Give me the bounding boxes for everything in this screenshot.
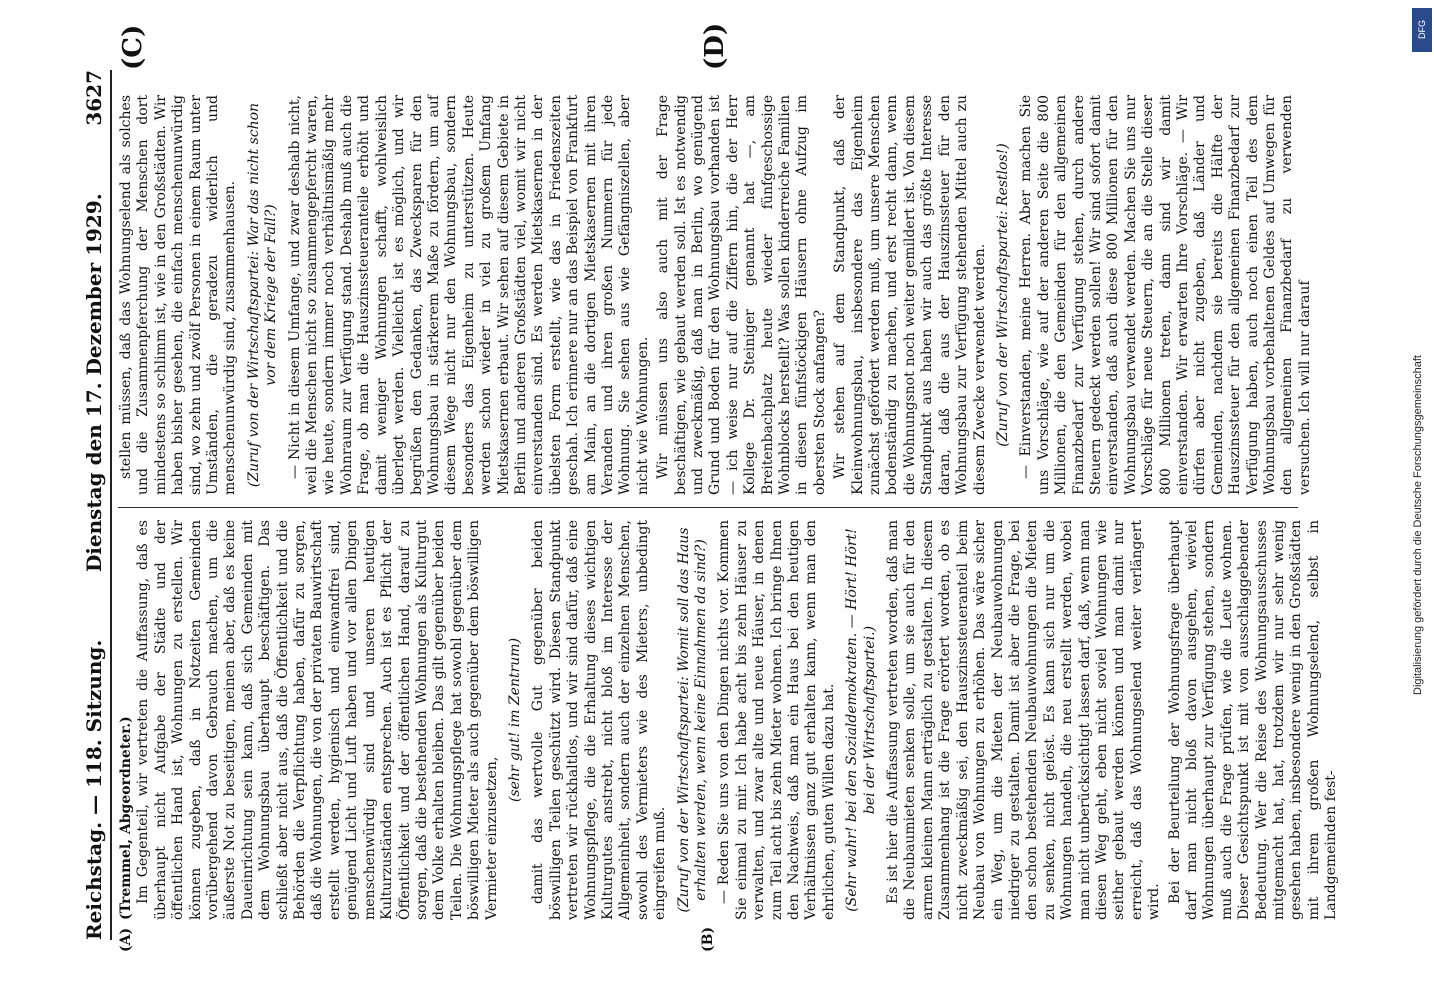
column-divider (118, 507, 1298, 508)
paragraph: — Reden Sie uns von den Dingen nichts vor. Kommen Sie einmal zu mir. Ich habe acht bis zehn Häuser zu verwalten, und zwar alte und neue Häuser, in denen zum Teil acht bis zehn Mieter wohnen. Ich bringe Ihnen den Nachweis, daß man ein Haus bei den heutigen Verhältnissen ganz gut erhalten kann, wenn man den ehrlichen, guten Willen dazu hat. (716, 520, 837, 920)
left-column (118, 520, 1344, 920)
interjection: (Zuruf von der Wirtschaftspartei: Womit soll das Haus erhalten werden, wenn keine Einnahmen da sind?) (675, 527, 709, 913)
interjection: (Zuruf von der Wirtschaftspartei: War das nicht schon vor dem Kriege der Fall?) (245, 102, 280, 488)
right-column (118, 95, 1317, 495)
paragraph: Es ist hier die Auffassung vertreten worden, daß man die Neubaumieten senken solle, um sie auch für den armen kleinen Mann erträglich zu gestalten. In diesem Zusammenhang ist die Frage erörtert worden, ob es nicht zweckmäßig sei, den Hauszinssteueranteil beim Neubau von Wohnungen zu erhöhen. Das wäre sicher ein Weg, um die Mieten der Neubauwohnungen niedriger zu gestalten. Damit ist aber die Frage, bei den schon bestehenden Neubauwohnungen die Mieten zu senken, nicht gelöst. Es kann sich nur um die Wohnungen handeln, die neu erstellt werden, wobei man nicht unberücksichtigt lassen darf, daß, wenn man diesen Weg geht, eben nicht soviel Wohnungen wie seither gebaut werden können und man damit nur erreicht, daß das Wohnungselend weiter verlängert wird. (885, 520, 1163, 920)
paragraph: — Einverstanden, meine Herren. Aber machen Sie uns Vorschläge, wie auf der anderen Seite die 800 Millionen, die den Gemeinden für den allgemeinen Finanzbedarf zur Verfügung stehen, durch andere Steuern gedeckt werden sollen! Wir sind sofort damit einverstanden, daß auch diese 800 Millionen für den Wohnungsbau verwendet werden. Machen Sie uns nur Vorschläge für neue Steuern, die an die Stelle dieser 800 Millionen treten, dann sind wir damit einverstanden. Wir erwarten Ihre Vorschläge. — Wir dürfen aber nicht zugeben, daß Länder und Gemeinden, nachdem sie bereits die Hälfte der Hauszinssteuer für den allgemeinen Finanzbedarf zur Verfügung haben, auch noch einen Teil des dem Wohnungsbau vorbehaltenen Geldes auf Umwegen für den allgemeinen Finanzbedarf zu verwenden versuchen. Ich will nur darauf (1018, 95, 1313, 495)
paragraph: — Nicht in diesem Umfange, und zwar deshalb nicht, weil die Menschen nicht so zusammengepfercht waren, wie heute, sondern immer noch verhältnismäßig mehr Wohnraum zur Verfügung stand. Deshalb muß auch die Frage, ob man die Hauszinssteueranteile erhöht und damit weniger Wohnungen schafft, wohlweislich überlegt werden. Vielleicht ist es möglich, und wir begrüßen den Gedanken, das Zwecksparen für den Wohnungsbau in stärkerem Maße zu fördern, um auf diesem Wege nicht nur den Wohnungsbau, sondern besonders das Eigenheim zu unterstützen. Heute werden schon wieder in viel zu großem Umfang Mietskasernen erbaut. Wir sehen auf diesem Gebiete in Berlin und anderen Großstädten viel, womit wir nicht einverstanden sind. Es werden Mietskasernen in der übelsten Form erstellt, wie das in Friedenszeiten geschah. Ich erinnere nur an das Beispiel von Frankfurt am Main, an die dortigen Mietskasernen mit ihren Veranden und ihren großen Nummern für jede Wohnung. Sie sehen aus wie Gefängniszellen, aber nicht wie Wohnungen. (286, 95, 651, 495)
paragraph: stellen müssen, daß das Wohnungselend als solches und die Zusammenpferchung der Menschen dort mindestens so schlimm ist, wie in den Großstädten. Wir haben bisher gesehen, die einfach menschenunwürdig sind, wo zehn und zwölf Personen in einem Raum unter Umständen, die geradezu widerlich und menschenunwürdig sind, zusammenhausen. (118, 95, 239, 495)
dfg-logo-badge: DFG (1412, 8, 1432, 52)
header-left: Reichstag. — 118. Sitzung. (82, 639, 106, 940)
header-center: Dienstag den 17. Dezember 1929. (82, 193, 106, 573)
page-header (66, 70, 112, 940)
margin-mark-d: (D) (700, 22, 730, 70)
interjection: (Zuruf von der Wirtschaftspartei: Restlos!) (994, 143, 1011, 447)
interjection: (Sehr wahr! bei den Sozialdemokraten. — Hört! Hört! bei der Wirtschaftspartei.) (844, 528, 878, 912)
paragraph: Bei der Beurteilung der Wohnungsfrage überhaupt darf man nicht bloß davon ausgehen, wieviel Wohnungen überhaupt zur Verfügung stehen, sondern muß auch die Frage prüfen, wie die Leute wohnen. Dieser Gesichtspunkt ist mit von ausschlaggebender Bedeutung. Wer die Reise des Wohnungsausschusses mitgemacht hat, hat, trotzdem wir nur sehr wenig gesehen haben, insbesondere wenig in den Großstädten mit ihrem großen Wohnungselend, selbst in Landgemeinden fest- (1166, 520, 1340, 920)
paragraph: damit das wertvolle Gut gegenüber beiden böswilligen Teilen geschützt wird. Diesen Standpunkt vertreten wir rückhaltlos, und wir sind dafür, daß eine Wohnungspflege, die die Erhaltung dieses wichtigen Kulturgutes anstrebt, nicht bloß im Interesse der Allgemeinheit, sondern auch der einzelnen Menschen, sowohl des Vermieters wie des Mieters, unbedingt eingreifen muß. (530, 520, 669, 920)
margin-mark-a: (A) (118, 927, 134, 952)
digitization-note: Digitalisierung gefördert durch die Deutsche Forschungsgemeinschaft (1412, 355, 1424, 695)
interjection: (sehr gut! im Zentrum) (506, 637, 523, 803)
margin-mark-c: (C) (118, 24, 148, 70)
speaker-name: (Tremmel, Abgeordneter.) (118, 716, 134, 920)
paragraph: Wir stehen auf dem Standpunkt, daß der Kleinwohnungsbau, insbesondere das Eigenheim zunächst gefördert werden muß, um unsere Menschen bodenständig zu machen, und erst recht dann, wenn die Wohnungsnot noch weiter gemildert ist. Von diesem Standpunkt aus haben wir auch das größte Interesse daran, daß die aus der Hauszinssteuer für den Wohnungsbau zur Verfügung stehenden Mittel auch zu diesem Zwecke verwendet werden. (832, 95, 988, 495)
paragraph: Im Gegenteil, wir vertreten die Auffassung, daß es überhaupt nicht Aufgabe der Städte und der öffentlichen Hand ist, Wohnungen zu erstellen. Wir können zugeben, daß in Notzeiten Gemeinden vorübergehend davon Gebrauch machen, um die äußerste Not zu beseitigen, meinen aber, daß es keine Daueinrichtung sein kann, daß sich Gemeinden mit dem Wohnungsbau überhaupt beschäftigen. Das schließt aber nicht aus, daß die Öffentlichkeit und die Behörden die Verpflichtung haben, dafür zu sorgen, daß die Wohnungen, die von der privaten Bauwirtschaft erstellt werden, hygienisch und einwandfrei sind, genügend Licht und Luft haben und vor allen Dingen menschenwürdig sind und unseren heutigen Kulturzuständen entsprechen. Auch ist es Pflicht der Öffentlichkeit und der öffentlichen Hand, darauf zu sorgen, daß die bestehenden Wohnungen als Kulturgut dem Volke erhalten bleiben. Das gilt gegenüber beiden Teilen. Die Wohnungspflege hat sowohl gegenüber dem böswilligen Mieter als auch gegenüber dem böswilligen Vermieter einzusetzen, (135, 520, 500, 920)
margin-mark-b: (B) (700, 926, 716, 952)
page-number: 3627 (82, 70, 106, 126)
paragraph: Wir müssen uns also auch mit der Frage beschäftigen, wie gebaut werden soll. Ist es notwendig und zweckmäßig, daß man in Berlin, wo genügend Grund und Boden für den Wohnungsbau vorhanden ist — ich weise nur auf die Ziffern hin, die der Herr Kollege Dr. Steiniger genannt hat —, am Breitenbachplatz heute wieder fünfgeschossige Wohnblocks herstellt? Was sollen kinderreiche Familien in diesen fünfstöckigen Häusern ohne Aufzug im obersten Stock anfangen? (655, 95, 828, 495)
